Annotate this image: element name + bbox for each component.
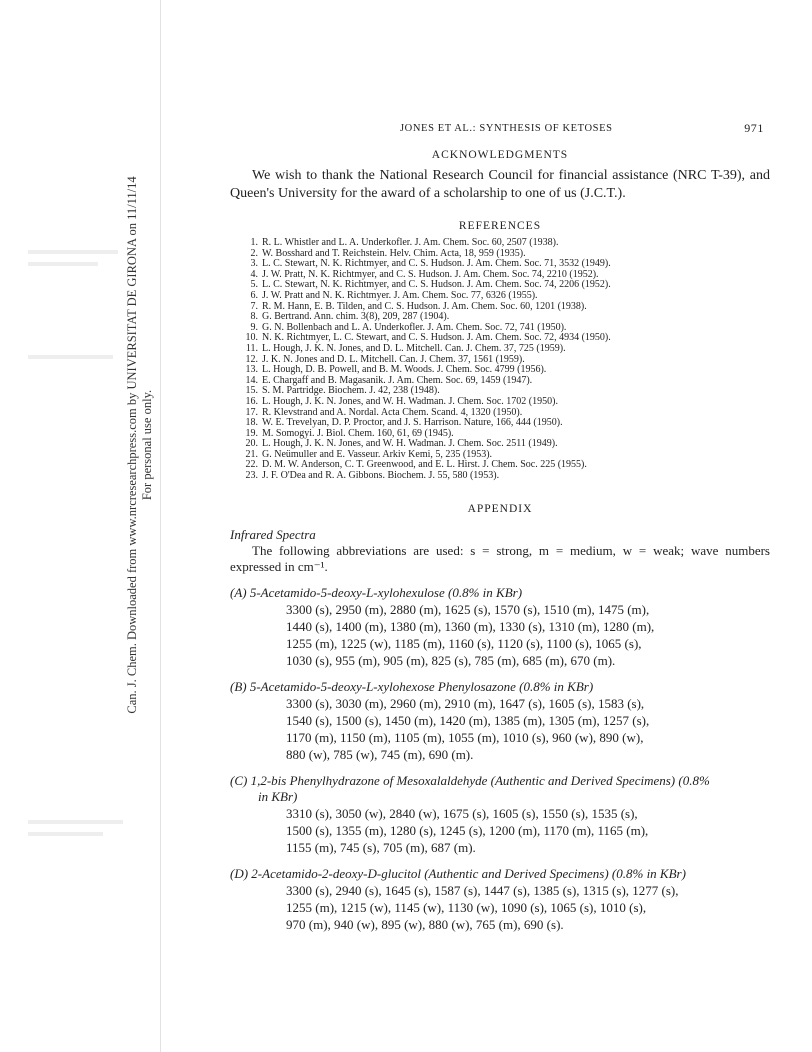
running-head — [230, 115, 770, 135]
spectrum-title — [230, 866, 770, 882]
spectrum-band-line: 1255 (m), 1215 (w), 1145 (w), 1130 (w), 1090 (s), 1065 (s), 1010 (s), — [286, 899, 647, 915]
reference-number: 11. — [245, 342, 258, 354]
spectrum-band-line: 3310 (s), 3050 (w), 2840 (w), 1675 (s), 1605 (s), 1550 (s), 1535 (s), — [286, 805, 638, 821]
spectrum-band-line: 1500 (s), 1355 (m), 1280 (s), 1245 (s), 1200 (m), 1170 (m), 1165 (m), — [286, 822, 649, 838]
spectrum-band-line: 3300 (s), 2950 (m), 2880 (m), 1625 (s), 1570 (s), 1510 (m), 1475 (m), — [286, 601, 650, 617]
appendix-intro: The following abbreviations are used: s = strong, m = medium, w = weak; wave numbers expressed in cm⁻¹. — [230, 542, 770, 574]
reference-number: 8. — [250, 311, 258, 323]
spectrum-title-text: (A) 5-Acetamido-5-deoxy-L-xylohexulose (0.8% in KBr) — [230, 584, 523, 600]
reference-text: W. Bosshard and T. Reichstein. Helv. Chim. Acta, 18, 959 (1935). — [262, 247, 526, 259]
reference-text: J. F. O'Dea and R. A. Gibbons. Biochem. J. 55, 580 (1953). — [262, 470, 500, 482]
spectrum-bands — [230, 882, 770, 933]
spectrum-band-line: 1155 (m), 745 (s), 705 (m), 687 (m). — [286, 839, 476, 855]
spectrum-band-line: 1540 (s), 1500 (s), 1450 (m), 1420 (m), 1385 (m), 1305 (m), 1257 (s), — [286, 712, 650, 728]
watermark-line-2: For personal use only. — [140, 389, 154, 501]
reference-text: G. Bertrand. Ann. chim. 3(8), 209, 287 (1904). — [262, 311, 450, 323]
reference-text: M. Somogyi. J. Biol. Chem. 160, 61, 69 (1945). — [262, 427, 454, 439]
reference-text: L. Hough, J. K. N. Jones, and W. H. Wadman. J. Chem. Soc. 1702 (1950). — [262, 395, 558, 407]
reference-item — [242, 471, 770, 482]
reference-item — [242, 238, 770, 249]
spectrum-title — [230, 773, 770, 805]
reference-text: L. C. Stewart, N. K. Richtmyer, and C. S. Hudson. J. Am. Chem. Soc. 74, 2206 (1952). — [262, 279, 611, 291]
spectrum-band-line: 1030 (s), 955 (m), 905 (m), 825 (s), 785 (m), 685 (m), 670 (m). — [286, 652, 616, 668]
reference-number: 19. — [245, 427, 258, 439]
acknowledgments-heading: ACKNOWLEDGMENTS — [431, 149, 569, 161]
reference-text: R. Klevstrand and A. Nordal. Acta Chem. Scand. 4, 1320 (1950). — [262, 406, 523, 418]
reference-number: 7. — [250, 300, 258, 312]
reference-number: 20. — [245, 438, 258, 450]
reference-number: 10. — [245, 332, 258, 344]
reference-text: G. N. Bollenbach and L. A. Underkofler. J. Am. Chem. Soc. 72, 741 (1950). — [262, 321, 567, 333]
reference-item — [242, 397, 770, 408]
reference-text: E. Chargaff and B. Magasanik. J. Am. Chem. Soc. 69, 1459 (1947). — [262, 374, 533, 386]
spectrum-band-line: 3300 (s), 3030 (m), 2960 (m), 2910 (m), 1647 (s), 1605 (s), 1583 (s), — [286, 695, 645, 711]
reference-number: 13. — [245, 364, 258, 376]
spectrum-bands — [230, 805, 770, 856]
spectrum-entry — [230, 585, 770, 669]
spectrum-title — [230, 679, 770, 695]
spectrum-band-line: 3300 (s), 2940 (s), 1645 (s), 1587 (s), 1447 (s), 1385 (s), 1315 (s), 1277 (s), — [286, 882, 679, 898]
spectrum-title-text: (B) 5-Acetamido-5-deoxy-L-xylohexose Phenylosazone (0.8% in KBr) — [230, 678, 594, 694]
bleed-through-mark — [28, 250, 118, 254]
reference-text: D. M. W. Anderson, C. T. Greenwood, and E. L. Hirst. J. Chem. Soc. 225 (1955). — [262, 459, 587, 471]
spectrum-title — [230, 585, 770, 601]
reference-number: 4. — [250, 268, 258, 280]
reference-text: R. M. Hann, E. B. Tilden, and C. S. Hudson. J. Am. Chem. Soc. 60, 1201 (1938). — [262, 300, 587, 312]
reference-text: J. W. Pratt and N. K. Richtmyer. J. Am. Chem. Soc. 77, 6326 (1955). — [262, 289, 538, 301]
appendix-subheading: Infrared Spectra — [230, 526, 316, 542]
reference-number: 23. — [245, 470, 258, 482]
reference-number: 18. — [245, 417, 258, 429]
reference-text: S. M. Partridge. Biochem. J. 42, 238 (1948). — [262, 385, 440, 397]
spectrum-band-line: 1255 (m), 1225 (w), 1185 (m), 1160 (s), 1120 (s), 1100 (s), 1065 (s), — [286, 635, 642, 651]
acknowledgments-text: We wish to thank the National Research Council for financial assistance (NRC T-39), and Queen's University for the award of a scholarship to one of us (J.C.T.). — [230, 168, 770, 201]
reference-text: L. Hough, J. K. N. Jones, and D. L. Mitchell. Can. J. Chem. 37, 725 (1959). — [262, 342, 566, 354]
reference-number: 5. — [250, 279, 258, 291]
reference-list — [230, 238, 770, 482]
reference-number: 16. — [245, 395, 258, 407]
spectrum-title-continuation: in KBr) — [258, 788, 298, 804]
reference-number: 14. — [245, 374, 258, 386]
spectrum-title-text: (C) 1,2-bis Phenylhydrazone of Mesoxalaldehyde (Authentic and Derived Specimens) (0.8% — [230, 772, 710, 788]
bleed-through-mark — [28, 820, 123, 824]
scan-gutter-line — [160, 0, 161, 1052]
running-head-title: JONES ET AL.: SYNTHESIS OF KETOSES — [400, 123, 613, 134]
reference-text: J. K. N. Jones and D. L. Mitchell. Can. J. Chem. 37, 1561 (1959). — [262, 353, 525, 365]
reference-text: R. L. Whistler and L. A. Underkofler. J. Am. Chem. Soc. 60, 2507 (1938). — [262, 237, 559, 248]
spectrum-title-text: (D) 2-Acetamido-2-deoxy-D-glucitol (Authentic and Derived Specimens) (0.8% in KBr) — [230, 865, 686, 881]
reference-number: 6. — [250, 289, 258, 301]
spectrum-entry — [230, 773, 770, 856]
reference-text: G. Neümuller and E. Vasseur. Arkiv Kemi, 5, 235 (1953). — [262, 448, 493, 460]
reference-number: 21. — [245, 448, 258, 460]
reference-item — [242, 344, 770, 355]
reference-text: L. Hough, J. K. N. Jones, and W. H. Wadman. J. Chem. Soc. 2511 (1949). — [262, 438, 558, 450]
reference-number: 12. — [245, 353, 258, 365]
spectrum-entry — [230, 866, 770, 933]
reference-number: 22. — [245, 459, 258, 471]
bleed-through-mark — [28, 262, 98, 266]
bleed-through-mark — [28, 832, 103, 836]
reference-number: 17. — [245, 406, 258, 418]
reference-text: L. Hough, D. B. Powell, and B. M. Woods. J. Chem. Soc. 4799 (1956). — [262, 364, 547, 376]
reference-number: 2. — [250, 247, 258, 259]
page-number: 971 — [744, 121, 764, 135]
spectrum-band-line: 970 (m), 940 (w), 895 (w), 880 (w), 765 (m), 690 (s). — [286, 916, 564, 932]
spectrum-bands — [230, 601, 770, 669]
reference-text: N. K. Richtmyer, L. C. Stewart, and C. S. Hudson. J. Am. Chem. Soc. 72, 4934 (1950). — [262, 332, 611, 344]
watermark-line-1: Can. J. Chem. Downloaded from www.nrcresearchpress.com by UNIVERSITAT DE GIRONA on 11/11/14 — [125, 176, 139, 714]
spectrum-band-line: 1440 (s), 1400 (m), 1380 (m), 1360 (m), 1330 (s), 1310 (m), 1280 (m), — [286, 618, 655, 634]
reference-number: 9. — [250, 321, 258, 333]
spectrum-entry — [230, 679, 770, 763]
bleed-through-mark — [28, 355, 113, 359]
spectrum-band-line: 1170 (m), 1150 (m), 1105 (m), 1055 (m), 1010 (s), 960 (w), 890 (w), — [286, 729, 644, 745]
spectrum-band-line: 880 (w), 785 (w), 745 (m), 690 (m). — [286, 746, 474, 762]
reference-text: W. E. Trevelyan, D. P. Proctor, and J. S. Harrison. Nature, 166, 444 (1950). — [262, 417, 563, 429]
reference-item — [242, 291, 770, 302]
reference-text: L. C. Stewart, N. K. Richtmyer, and C. S. Hudson. J. Am. Chem. Soc. 71, 3532 (1949). — [262, 258, 611, 270]
reference-number: 15. — [245, 385, 258, 397]
appendix-heading: APPENDIX — [467, 502, 533, 515]
spectrum-bands — [230, 695, 770, 763]
reference-number: 1. — [250, 237, 258, 248]
references-heading: REFERENCES — [458, 220, 542, 232]
spectra-entries — [230, 585, 770, 933]
journal-page — [230, 115, 770, 933]
reference-number: 3. — [250, 258, 258, 270]
reference-text: J. W. Pratt, N. K. Richtmyer, and C. S. Hudson. J. Am. Chem. Soc. 74, 2210 (1952). — [262, 268, 599, 280]
download-watermark — [125, 95, 155, 795]
